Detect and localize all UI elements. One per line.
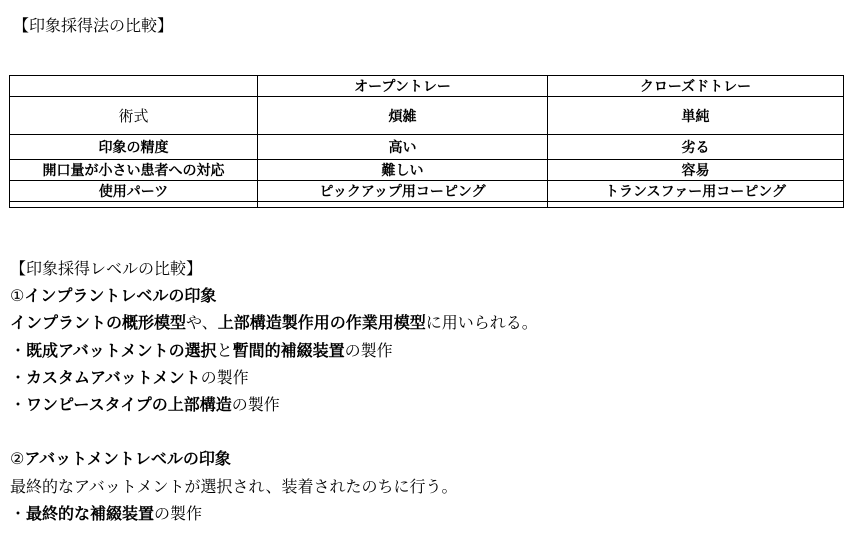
text-run: の製作 — [344, 342, 393, 360]
cell-closed-tray: 単純 — [548, 97, 844, 135]
section-1-heading — [10, 283, 538, 310]
text-run: インプラントの概形模型 — [10, 315, 187, 333]
bullet-item — [10, 501, 538, 528]
cell-closed-tray: 容易 — [548, 160, 844, 181]
table-header-row — [10, 76, 844, 97]
section-1-description — [10, 310, 538, 337]
table-row — [10, 160, 844, 181]
cell-open-tray: 煩雑 — [258, 97, 548, 135]
table-row — [10, 97, 844, 135]
section-1-number: ① — [10, 288, 25, 306]
cell-closed-tray: トランスファー用コーピング — [548, 181, 844, 202]
text-run: 暫間的補綴装置 — [232, 342, 345, 360]
text-run: ・ — [10, 397, 27, 415]
cell-open-tray: ピックアップ用コーピング — [258, 181, 548, 202]
cell-closed-tray: 劣る — [548, 135, 844, 160]
table-row — [10, 135, 844, 160]
text-run: 上部構造製作用の作業用模型 — [217, 315, 426, 333]
text-run: 既成アバットメントの選択 — [26, 342, 217, 360]
text-run: 最終的な補綴装置 — [26, 505, 155, 523]
text-run: ワンピースタイプの上部構造 — [26, 397, 232, 415]
row-label: 術式 — [10, 97, 258, 135]
section-2-description — [10, 474, 538, 501]
header-cell-empty — [10, 76, 258, 97]
text-run: ・ — [10, 342, 27, 360]
section-1-heading-text: インプラントレベルの印象 — [24, 288, 217, 306]
spacer-line — [10, 419, 538, 446]
text-run: や、 — [186, 315, 218, 333]
section-2-heading-text: アバットメントレベルの印象 — [24, 451, 231, 469]
text-run: と — [216, 342, 233, 360]
filler-cell — [258, 202, 548, 208]
page-title: 【印象採得法の比較】 — [13, 18, 174, 35]
bullet-item — [10, 392, 538, 419]
text-run: 最終的なアバットメントが選択され、装着されたのちに行う。 — [10, 478, 458, 496]
header-cell-closed-tray: クローズドトレー — [548, 76, 844, 97]
text-run: に用いられる。 — [425, 315, 538, 333]
table-filler-row — [10, 202, 844, 208]
header-cell-open-tray: オープントレー — [258, 76, 548, 97]
row-label: 開口量が小さい患者への対応 — [10, 160, 258, 181]
row-label: 使用パーツ — [10, 181, 258, 202]
filler-cell — [548, 202, 844, 208]
comparison-table — [9, 75, 844, 208]
text-run: ・ — [10, 505, 27, 523]
text-run: ・ — [10, 369, 27, 387]
section-2-number: ② — [10, 451, 25, 469]
cell-open-tray: 高い — [258, 135, 548, 160]
bullet-item — [10, 338, 538, 365]
cell-open-tray: 難しい — [258, 160, 548, 181]
table-row — [10, 181, 844, 202]
text-run: の製作 — [154, 505, 203, 523]
filler-cell — [10, 202, 258, 208]
bullet-item — [10, 365, 538, 392]
text-run: の製作 — [231, 397, 280, 415]
body-text-block — [10, 256, 538, 528]
text-run: カスタムアバットメント — [26, 369, 201, 387]
section-2-heading — [10, 446, 538, 473]
text-run: の製作 — [200, 369, 249, 387]
row-label: 印象の精度 — [10, 135, 258, 160]
section-title: 【印象採得レベルの比較】 — [10, 261, 203, 278]
